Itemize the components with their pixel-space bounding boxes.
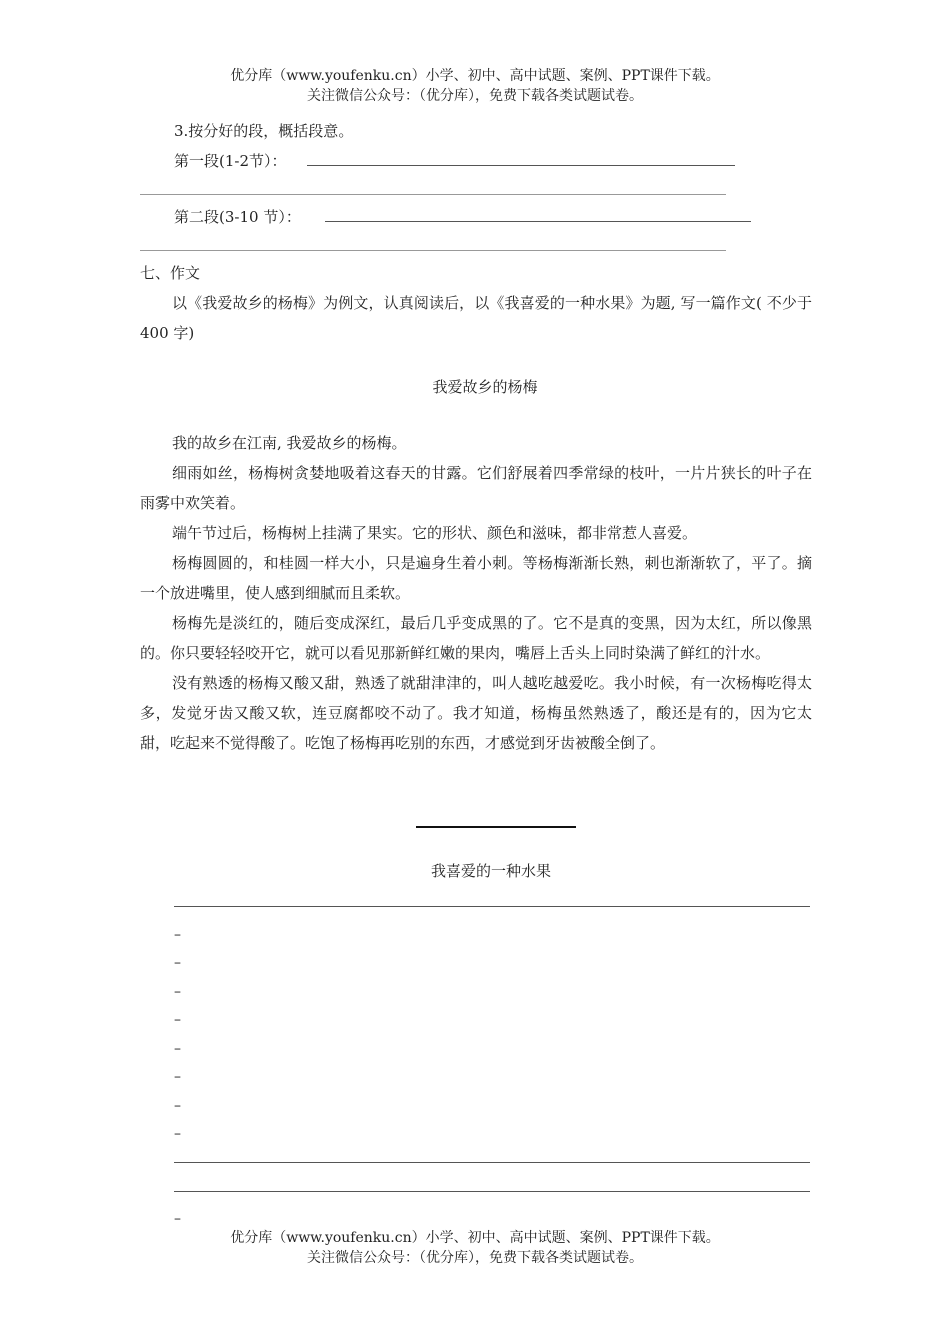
footer-line-2: 关注微信公众号：（优分库），免费下载各类试题试卷。 (307, 1250, 643, 1266)
segment-2-label: 第二段(3-10 节）： (174, 208, 301, 226)
writing-line-dash[interactable]: – (174, 1012, 181, 1028)
segment-2-answer-line-2[interactable] (140, 250, 726, 251)
essay-paragraph: 端午节过后，杨梅树上挂满了果实。它的形状、颜色和滋味，都非常惹人喜爱。 (172, 524, 698, 542)
essay-paragraph: 杨梅先是淡红的，随后变成深红，最后几乎变成黑的了。它不是真的变黑，因为太红，所以像黑的。你只要轻轻咬开它，就可以看见那新鲜红嫩的果肉，嘴唇上舌头上同时染满了鲜红的汁水。 (140, 614, 812, 662)
writing-line[interactable] (174, 906, 810, 907)
essay-paragraph: 我的故乡在江南, 我爱故乡的杨梅。 (172, 434, 407, 452)
writing-line-dash[interactable]: – (174, 1098, 181, 1114)
model-essay-title: 我爱故乡的杨梅 (432, 378, 538, 396)
writing-line-dash[interactable]: – (174, 984, 181, 1000)
separator-line (416, 826, 576, 828)
segment-2-answer-line[interactable] (325, 221, 751, 222)
writing-line-dash[interactable]: – (174, 1126, 181, 1142)
question-3-prompt: 3.按分好的段，概括段意。 (174, 122, 354, 140)
header-line-1: 优分库（www.youfenku.cn）小学、初中、高中试题、案例、PPT课件下载。 (230, 68, 720, 84)
segment-1-answer-line[interactable] (307, 165, 735, 166)
writing-line-dash[interactable]: – (174, 955, 181, 971)
segment-1-label: 第一段(1-2节）： (174, 152, 287, 170)
header-line-2: 关注微信公众号：（优分库），免费下载各类试题试卷。 (307, 88, 643, 104)
section-7-instruction: 以《我爱故乡的杨梅》为例文，认真阅读后，以《我喜爱的一种水果》为题, 写一篇作文( 不少于400 字) (140, 294, 812, 342)
writing-line[interactable] (174, 1191, 810, 1192)
model-essay-body (140, 428, 812, 758)
writing-line-dash[interactable]: – (174, 1069, 181, 1085)
writing-line[interactable] (174, 1162, 810, 1163)
writing-line-dash[interactable]: – (174, 1041, 181, 1057)
essay-paragraph: 细雨如丝，杨梅树贪婪地吸着这春天的甘露。它们舒展着四季常绿的枝叶，一片片狭长的叶子在雨雾中欢笑着。 (140, 464, 812, 512)
essay-paragraph: 杨梅圆圆的，和桂圆一样大小，只是遍身生着小刺。等杨梅渐渐长熟，刺也渐渐软了，平了。摘一个放进嘴里，使人感到细腻而且柔软。 (140, 554, 812, 602)
page-header (0, 66, 950, 106)
writing-line-dash[interactable]: – (174, 927, 181, 943)
section-7-heading: 七、作文 (140, 264, 201, 282)
footer-line-1: 优分库（www.youfenku.cn）小学、初中、高中试题、案例、PPT课件下载。 (230, 1230, 720, 1246)
page-footer (0, 1228, 950, 1268)
essay-paragraph: 没有熟透的杨梅又酸又甜，熟透了就甜津津的，叫人越吃越爱吃。我小时候，有一次杨梅吃得太多，发觉牙齿又酸又软，连豆腐都咬不动了。我才知道，杨梅虽然熟透了，酸还是有的，因为它太甜，吃起来不觉得酸了。吃饱了杨梅再吃别的东西，才感觉到牙齿被酸全倒了。 (140, 674, 812, 752)
writing-line-dash[interactable]: – (174, 1211, 181, 1227)
writing-task-title: 我喜爱的一种水果 (430, 862, 551, 880)
segment-1-answer-line-2[interactable] (140, 194, 726, 195)
